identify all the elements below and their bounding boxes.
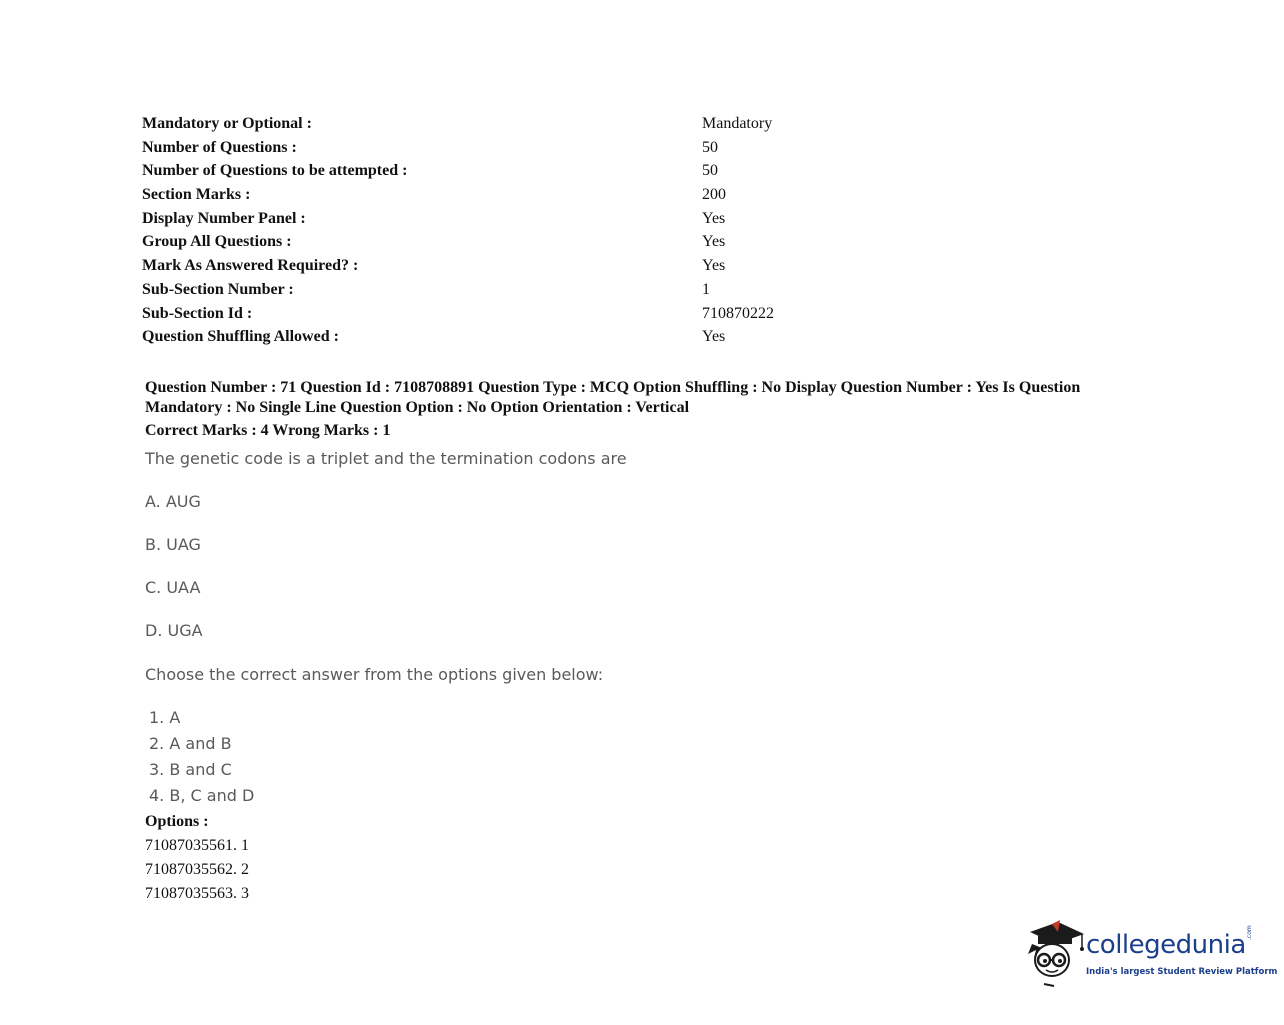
marks-line: Correct Marks : 4 Wrong Marks : 1: [145, 422, 391, 439]
info-label: Section Marks :: [142, 186, 251, 204]
instruction-text: Choose the correct answer from the options given below:: [145, 665, 604, 684]
logo-tagline: India's largest Student Review Platform: [1086, 967, 1278, 977]
answer-choice: 1. A: [149, 708, 181, 727]
logo-domain-suffix: .com: [1246, 925, 1253, 940]
info-value: Yes: [702, 233, 726, 251]
info-label: Mark As Answered Required? :: [142, 257, 359, 275]
statement-item: B. UAG: [145, 535, 201, 554]
section-info-row: [142, 302, 842, 326]
info-value: Yes: [702, 257, 726, 275]
answer-choice: 3. B and C: [149, 760, 232, 779]
statement-item: A. AUG: [145, 492, 201, 511]
statement-item: D. UGA: [145, 621, 203, 640]
option-row: 71087035561. 1: [145, 837, 249, 854]
info-label: Group All Questions :: [142, 233, 292, 251]
option-row: 71087035562. 2: [145, 861, 249, 878]
info-value: 1: [702, 280, 710, 298]
info-label: Question Shuffling Allowed :: [142, 328, 339, 346]
question-header: Question Number : 71 Question Id : 7108708891 Question Type : MCQ Option Shuffling : No Display Question Number : Yes Is Question Mandatory : No Single Line Question Option : No Option Orientation : Vertical: [145, 379, 1081, 416]
options-label: Options :: [145, 813, 209, 830]
collegedunia-logo: [1024, 918, 1278, 990]
logo-wordmark: collegedunia: [1086, 930, 1246, 960]
question-text: The genetic code is a triplet and the termination codons are: [145, 449, 627, 468]
section-info-row: [142, 183, 842, 207]
info-label: Sub-Section Id :: [142, 304, 253, 322]
info-value: Mandatory: [702, 115, 773, 132]
section-info-table: [142, 112, 842, 349]
answer-choice: 2. A and B: [149, 734, 232, 753]
info-label: Number of Questions to be attempted :: [142, 162, 408, 180]
section-info-row: [142, 254, 842, 278]
info-value: 50: [702, 162, 718, 180]
info-label: Mandatory or Optional :: [142, 115, 312, 132]
answer-choice: 4. B, C and D: [149, 786, 255, 805]
statement-item: C. UAA: [145, 578, 201, 597]
info-value: 200: [702, 186, 726, 204]
section-info-row: [142, 207, 842, 231]
info-value: Yes: [702, 209, 726, 227]
section-info-row: [142, 325, 842, 349]
info-label: Number of Questions :: [142, 138, 297, 156]
info-value: 710870222: [702, 304, 774, 322]
mascot-icon: [1024, 918, 1086, 988]
section-info-row: [142, 278, 842, 302]
section-info-row: [142, 136, 842, 160]
info-label: Sub-Section Number :: [142, 280, 294, 298]
info-value: Yes: [702, 328, 726, 346]
info-value: 50: [702, 138, 718, 156]
info-label: Display Number Panel :: [142, 209, 306, 227]
option-row: 71087035563. 3: [145, 885, 249, 902]
section-info-row: [142, 230, 842, 254]
section-info-row: [142, 112, 842, 136]
section-info-row: [142, 159, 842, 183]
